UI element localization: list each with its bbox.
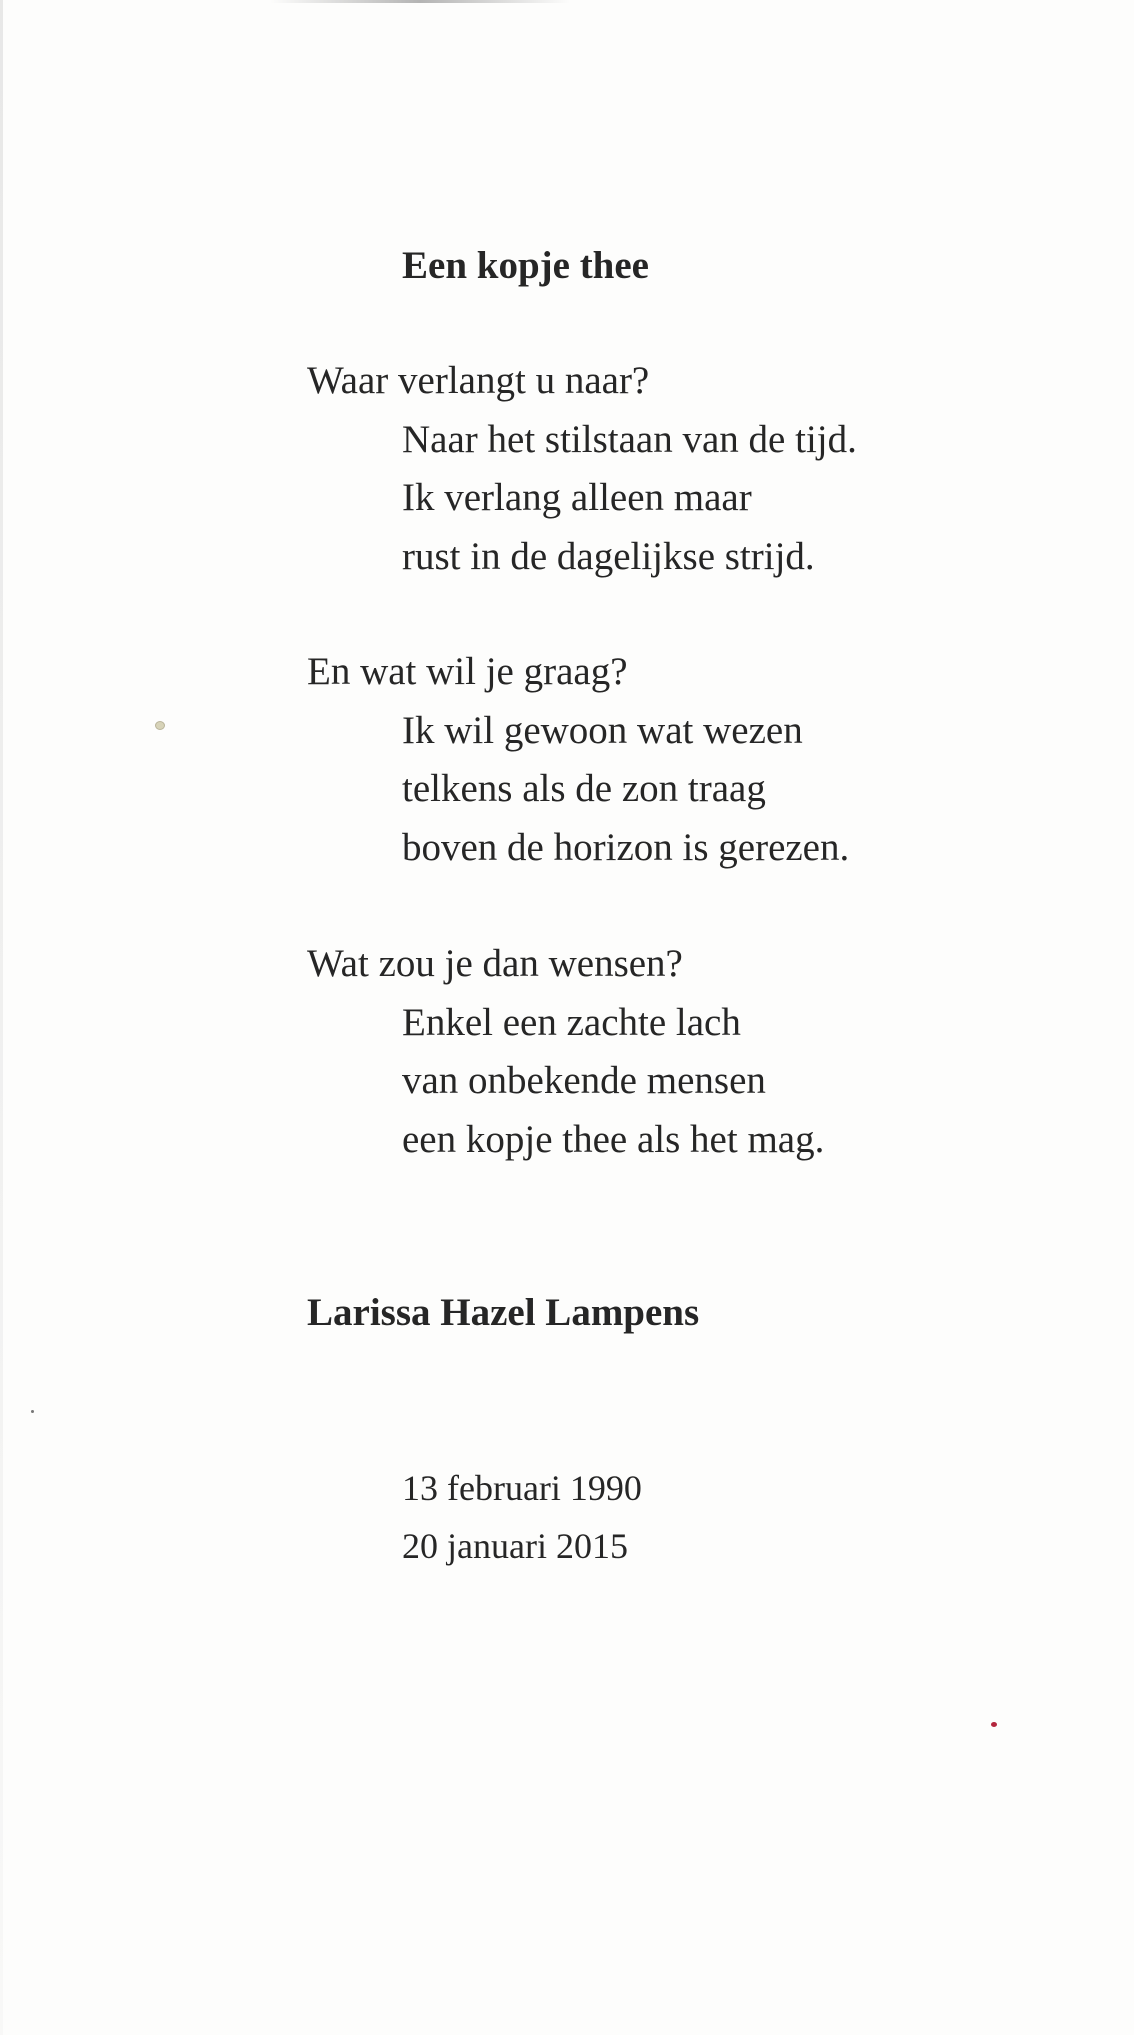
paper-left-edge-shadow — [0, 0, 3, 2035]
poem-line: Waar verlangt u naar? — [307, 359, 650, 402]
paper-speck — [991, 1722, 997, 1727]
poem-line: van onbekende mensen — [402, 1059, 766, 1102]
poem-line: Enkel een zachte lach — [402, 1000, 741, 1044]
poem-line: boven de horizon is gerezen. — [402, 825, 850, 869]
poem-stanza-3 — [307, 935, 824, 1169]
poem-line: telkens als de zon traag — [402, 767, 766, 810]
paper-speck — [155, 721, 165, 730]
death-date: 20 januari 2015 — [402, 1526, 628, 1566]
poem-line: En wat wil je graag? — [307, 650, 628, 693]
poem-line: Ik verlang alleen maar — [402, 476, 752, 519]
birth-date: 13 februari 1990 — [402, 1468, 642, 1508]
poem-line: rust in de dagelijkse strijd. — [402, 534, 815, 578]
poem-line: Ik wil gewoon wat wezen — [402, 708, 803, 752]
paper-top-edge-shadow — [270, 0, 570, 3]
paper-speck — [31, 1410, 34, 1413]
life-dates — [402, 1459, 642, 1575]
poem-line: Wat zou je dan wensen? — [307, 942, 683, 985]
poem-line: een kopje thee als het mag. — [402, 1117, 825, 1161]
poem-title: Een kopje thee — [402, 244, 649, 287]
poem-line: Naar het stilstaan van de tijd. — [402, 417, 857, 461]
poem-stanza-2 — [307, 643, 849, 877]
author-name: Larissa Hazel Lampens — [307, 1291, 700, 1334]
poem-stanza-1 — [307, 352, 857, 586]
